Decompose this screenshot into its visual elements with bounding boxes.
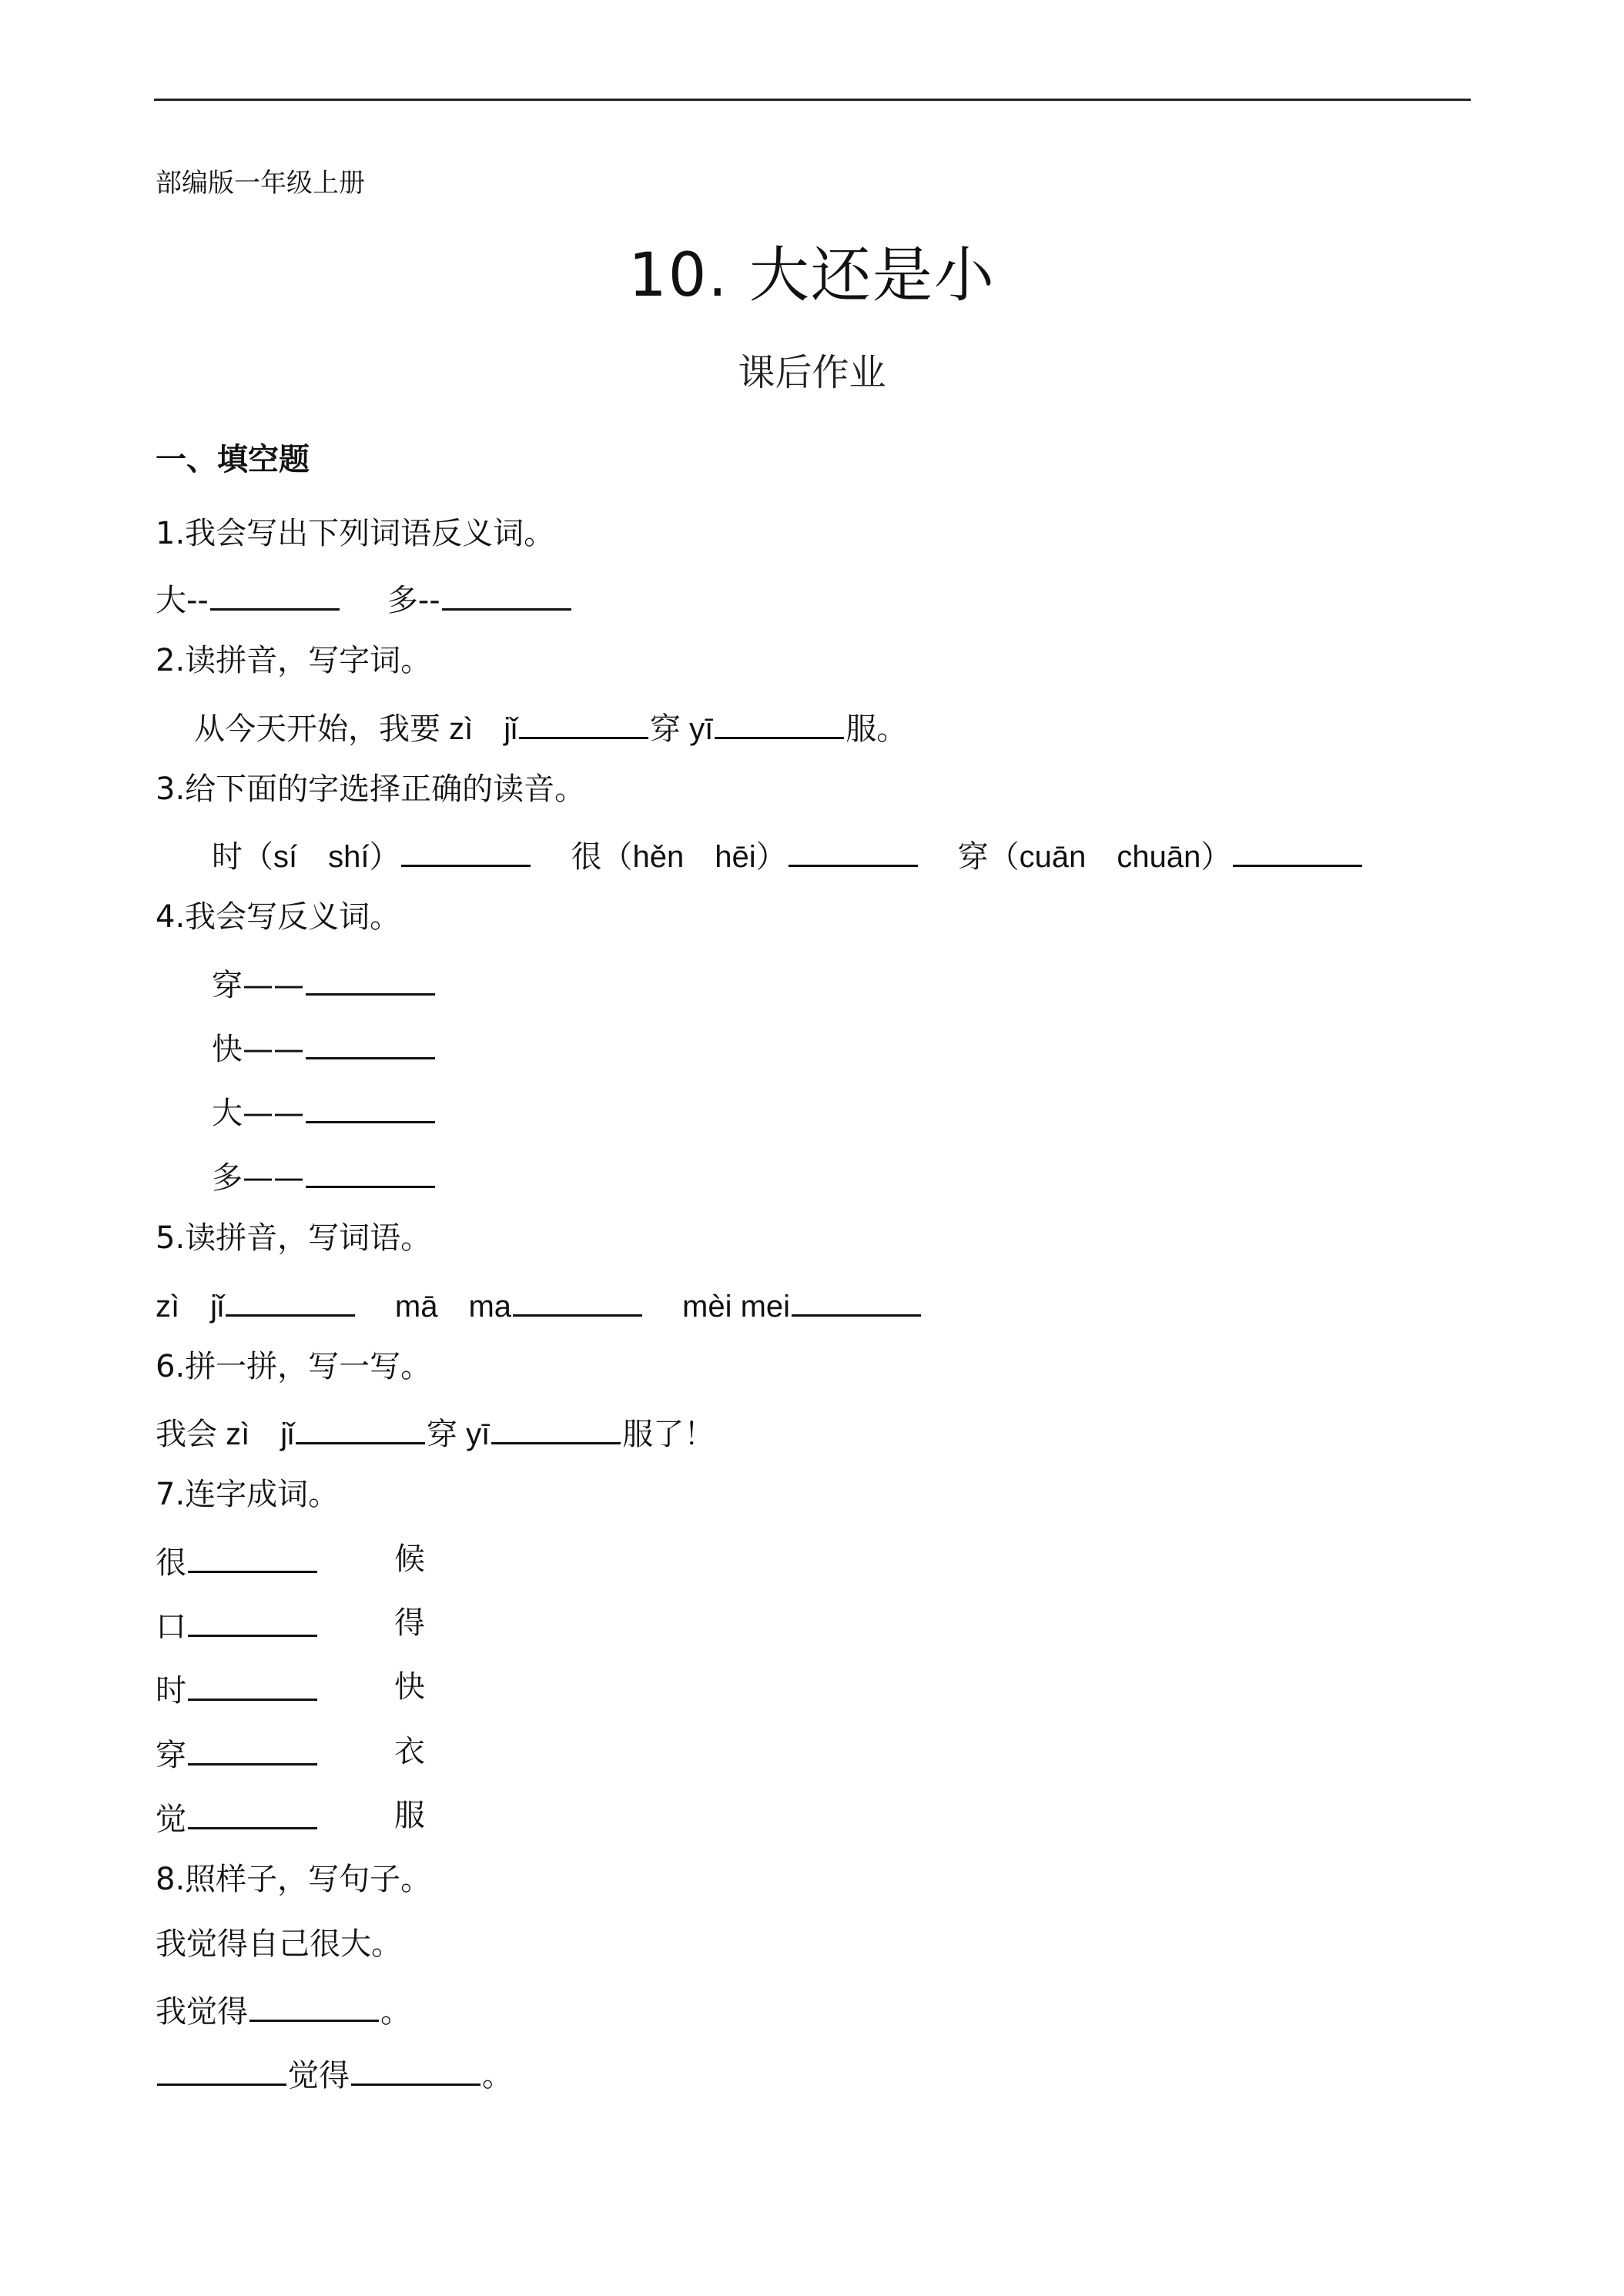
answer-blank[interactable] bbox=[401, 834, 531, 867]
q7-right-char[interactable]: 服 bbox=[394, 1798, 425, 1833]
q8-line2-post: 。 bbox=[482, 2058, 513, 2094]
answer-blank[interactable] bbox=[296, 1411, 425, 1444]
q2-prompt: 2.读拼音，写字词。 bbox=[156, 643, 432, 678]
q7-left-char: 很 bbox=[156, 1545, 186, 1581]
q8-prompt: 8.照样子，写句子。 bbox=[156, 1862, 432, 1897]
q4-prompt: 4.我会写反义词。 bbox=[156, 899, 401, 935]
answer-blank[interactable] bbox=[188, 1796, 317, 1829]
section-heading: 一、填空题 bbox=[156, 442, 310, 477]
q7-row bbox=[156, 1604, 319, 1646]
answer-blank[interactable] bbox=[491, 1411, 621, 1444]
edition-label: 部编版一年级上册 bbox=[156, 168, 365, 199]
q7-prompt: 7.连字成词。 bbox=[156, 1477, 340, 1512]
q7-row bbox=[156, 1732, 319, 1775]
page-title: 10. 大还是小 bbox=[628, 241, 996, 310]
q3-item: 很（hěn hēi） bbox=[571, 840, 787, 874]
answer-blank[interactable] bbox=[306, 1090, 435, 1123]
q8-example: 我觉得自己很大。 bbox=[156, 1926, 402, 1962]
q6-mid: 穿 yī bbox=[427, 1417, 491, 1451]
q1-answer-row bbox=[156, 577, 573, 620]
answer-blank[interactable] bbox=[519, 706, 648, 739]
q7-right-char[interactable]: 快 bbox=[394, 1669, 425, 1705]
q6-post: 服了！ bbox=[622, 1417, 715, 1452]
answer-blank[interactable] bbox=[789, 834, 918, 867]
q7-left-char: 口 bbox=[156, 1609, 186, 1645]
q1-prompt: 1.我会写出下列词语反义词。 bbox=[156, 516, 555, 551]
q4-item-row bbox=[212, 1155, 437, 1197]
q3-answer-row bbox=[212, 834, 1364, 876]
answer-blank[interactable] bbox=[210, 577, 340, 611]
q8-line2 bbox=[156, 2053, 513, 2095]
q4-item-row bbox=[212, 962, 437, 1005]
q7-row bbox=[156, 1668, 319, 1710]
q2-mid: 穿 yī bbox=[650, 712, 714, 746]
q8-line1 bbox=[156, 1989, 411, 2031]
q7-right-char[interactable]: 衣 bbox=[394, 1734, 425, 1769]
q7-row bbox=[156, 1540, 319, 1582]
q5-item: mā ma bbox=[394, 1290, 512, 1324]
answer-blank[interactable] bbox=[442, 577, 571, 611]
answer-blank[interactable] bbox=[306, 1026, 435, 1059]
q2-answer-row bbox=[194, 706, 907, 748]
q7-row bbox=[156, 1796, 319, 1839]
q1-item-b: 多-- bbox=[387, 583, 440, 618]
answer-blank[interactable] bbox=[188, 1668, 317, 1701]
q8-line1-post: 。 bbox=[380, 1994, 411, 2030]
q5-item: zì jǐ bbox=[156, 1290, 224, 1324]
q4-item: 穿—— bbox=[212, 968, 304, 1003]
q5-prompt: 5.读拼音，写词语。 bbox=[156, 1220, 432, 1256]
q7-left-char: 时 bbox=[156, 1673, 186, 1709]
answer-blank[interactable] bbox=[792, 1284, 921, 1317]
q7-left-char: 穿 bbox=[156, 1738, 186, 1773]
answer-blank[interactable] bbox=[249, 1989, 379, 2022]
q3-item: 穿（cuān chuān） bbox=[957, 840, 1232, 874]
q4-item: 多—— bbox=[212, 1160, 304, 1196]
header-rule bbox=[154, 99, 1471, 101]
q7-right-char[interactable]: 得 bbox=[394, 1605, 425, 1641]
answer-blank[interactable] bbox=[157, 2053, 286, 2086]
page-subtitle: 课后作业 bbox=[738, 351, 886, 394]
q3-prompt: 3.给下面的字选择正确的读音。 bbox=[156, 771, 586, 807]
q2-pre: 从今天开始，我要 zì jǐ bbox=[194, 712, 517, 746]
q7-right-char[interactable]: 候 bbox=[394, 1541, 425, 1577]
answer-blank[interactable] bbox=[306, 962, 435, 996]
q1-item-a: 大-- bbox=[156, 583, 209, 618]
q7-left-char: 觉 bbox=[156, 1802, 186, 1837]
answer-blank[interactable] bbox=[715, 706, 844, 739]
q2-post: 服。 bbox=[845, 711, 908, 747]
q3-item: 时（sí shí） bbox=[212, 840, 400, 874]
q5-answer-row bbox=[156, 1284, 922, 1326]
q8-line2-mid: 觉得 bbox=[288, 2058, 350, 2094]
answer-blank[interactable] bbox=[188, 1540, 317, 1573]
answer-blank[interactable] bbox=[226, 1284, 355, 1317]
q4-item-row bbox=[212, 1090, 437, 1133]
q4-item-row bbox=[212, 1026, 437, 1069]
answer-blank[interactable] bbox=[1233, 834, 1362, 867]
answer-blank[interactable] bbox=[306, 1155, 435, 1188]
q6-answer-row bbox=[156, 1411, 715, 1454]
q8-line1-pre: 我觉得 bbox=[156, 1994, 248, 2030]
q4-item: 大—— bbox=[212, 1096, 304, 1131]
q5-item: mèi mei bbox=[682, 1290, 791, 1324]
answer-blank[interactable] bbox=[188, 1604, 317, 1637]
answer-blank[interactable] bbox=[351, 2053, 481, 2086]
answer-blank[interactable] bbox=[188, 1732, 317, 1766]
answer-blank[interactable] bbox=[513, 1284, 642, 1317]
q6-pre: 我会 zì jǐ bbox=[156, 1417, 294, 1451]
q6-prompt: 6.拼一拼，写一写。 bbox=[156, 1349, 432, 1384]
q4-item: 快—— bbox=[212, 1032, 304, 1067]
